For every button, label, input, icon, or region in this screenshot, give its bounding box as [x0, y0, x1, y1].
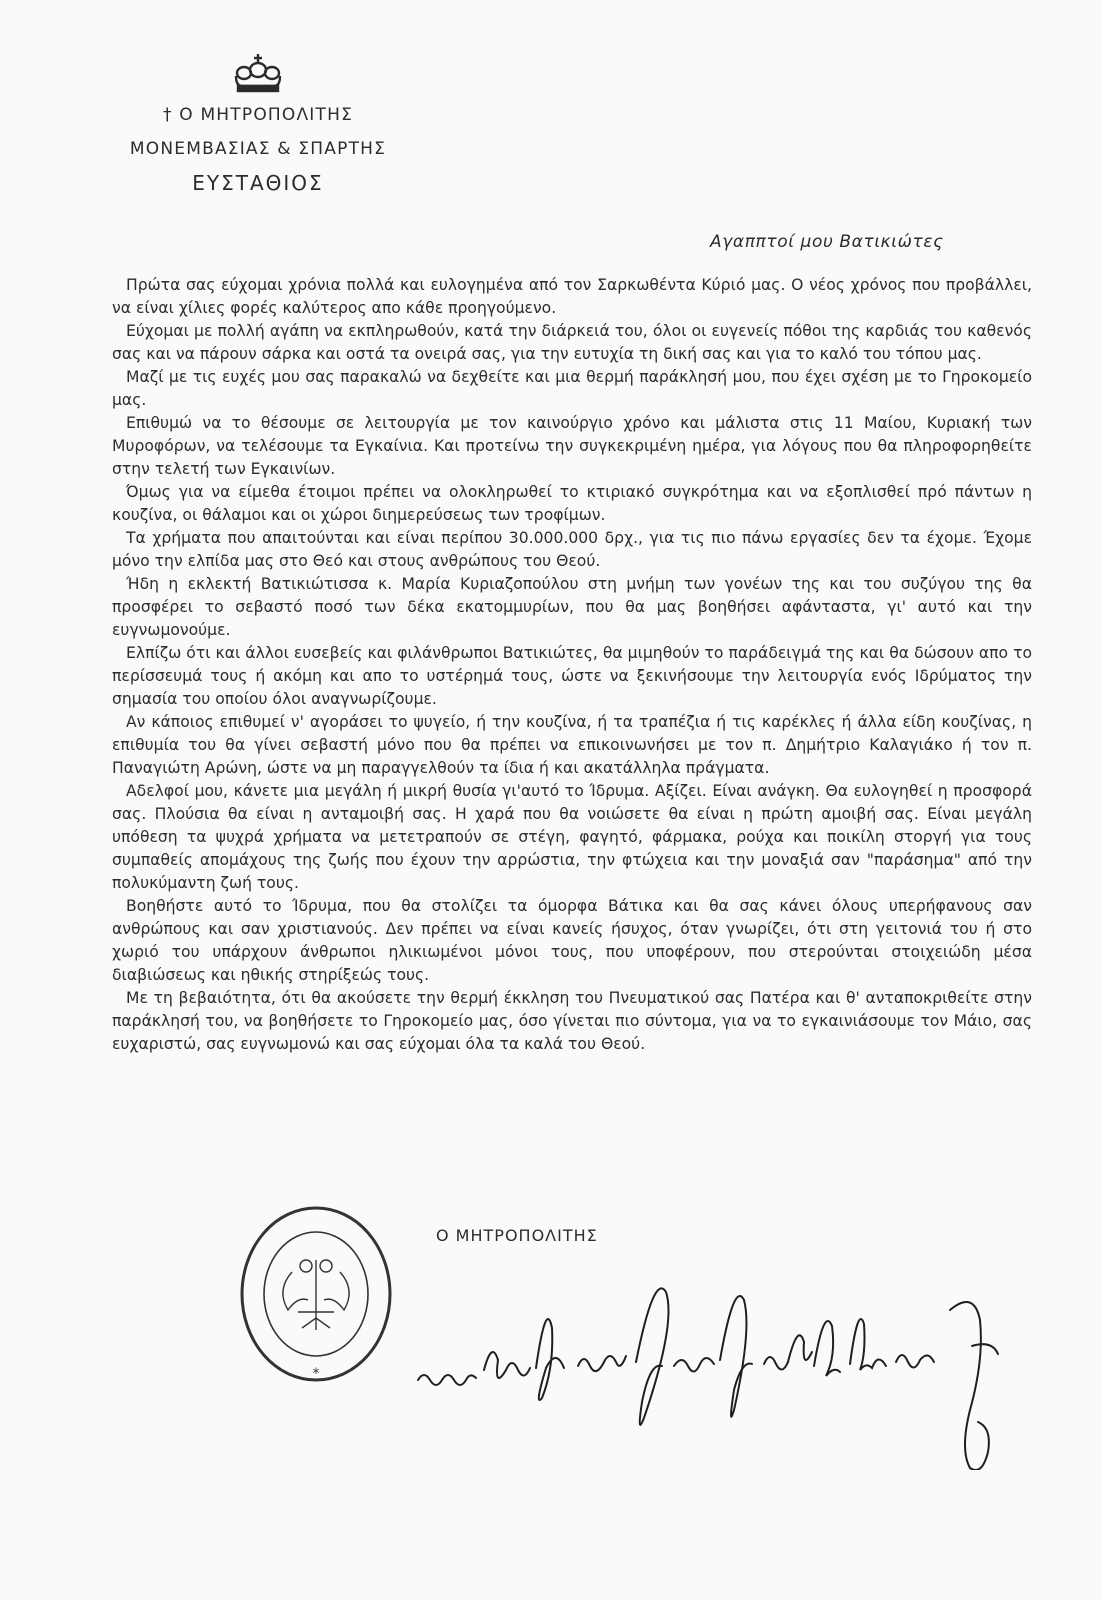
- metropolis-seal: [236, 1200, 396, 1390]
- letterhead-title: † Ο ΜΗΤΡΟΠΟΛΙΤΗΣ: [162, 105, 354, 125]
- paragraph: Όμως για να είμεθα έτοιμοι πρέπει να ολοκληρωθεί το κτιριακό συγκρότημα και να εξοπλισθεί πρό πάντων η κουζίνα, οι θάλαμοι και οι χώροι διημερεύσεως των τροφίμων.: [112, 483, 1032, 524]
- paragraph: Με τη βεβαιότητα, ότι θα ακούσετε την θερμή έκκληση του Πνευματικού σας Πατέρα και θ' ανταποκριθείτε στην παράκλησή του, να βοηθήσετε το Γηροκομείο μας, όσο γίνεται πιο σύντομα, για να το εγκαινιάσουμε τον Μάιο, σας ευχαριστώ, σας ευγνωμονώ και σας εύχομαι όλα τα καλά του Θεού.: [112, 989, 1032, 1053]
- letter-body: [112, 274, 1032, 1056]
- paragraph: Βοηθήστε αυτό το Ίδρυμα, που θα στολίζει τα όμορφα Βάτικα και θα σας κάνει όλους υπερήφανους σαν ανθρώπους και σαν χριστιανούς. Δεν πρέπει να είναι κανείς ήσυχος, όταν γνωρίζει, ότι στη γειτονιά του ή στο χωριό του υπάρχουν άνθρωποι ηλικιωμένοι μόνοι τους, που υποφέρουν, που στερούνται στοιχειώδη μέσα διαβιώσεως και ηθικής στηρίξεώς τους.: [112, 897, 1032, 984]
- letterhead-name: ΕΥΣΤΑΘΙΟΣ: [192, 171, 324, 195]
- signature-title: Ο ΜΗΤΡΟΠΟΛΙΤΗΣ: [436, 1226, 598, 1245]
- letterhead-diocese: ΜΟΝΕΜΒΑΣΙΑΣ & ΣΠΑΡΤΗΣ: [129, 139, 387, 159]
- salutation: Αγαππτοί μου Βατικιώτες: [710, 232, 944, 252]
- svg-text:*: *: [312, 1366, 320, 1382]
- paragraph: Επιθυμώ να το θέσουμε σε λειτουργία με τον καινούργιο χρόνο και μάλιστα στις 11 Μαίου, Κυριακή των Μυροφόρων, να τελέσουμε τα Εγκαίνια. Και προτείνω την συγκεκριμένη ημέρα, για λόγους που θα πληροφορηθείτε στην τελετή των Εγκαινίων.: [112, 414, 1032, 478]
- paragraph: Αν κάποιος επιθυμεί ν' αγοράσει το ψυγείο, ή την κουζίνα, ή τα τραπέζια ή τις καρέκλες ή άλλα είδη κουζίνας, η επιθυμία του θα γίνει σεβαστή μόνο που θα πρέπει να επικοινωνήσει με τον π. Δημήτριο Καλαγιάκο ή τον π. Παναγιώτη Αρώνη, ώστε να μη παραγγελθούν τα ίδια ή και ακατάλληλα πράγματα.: [112, 713, 1032, 777]
- handwritten-signature: [410, 1270, 1050, 1470]
- paragraph: Μαζί με τις ευχές μου σας παρακαλώ να δεχθείτε και μια θερμή παράκλησή μου, που έχει σχέση με το Γηροκομείο μας.: [112, 368, 1032, 409]
- paragraph: Εύχομαι με πολλή αγάπη να εκπληρωθούν, κατά την διάρκειά του, όλοι οι ευγενείς πόθοι της καρδιάς του καθενός σας και να πάρουν σάρκα και οστά τα ονειρά σας, για την ευτυχία τη δική σας και για το καλό του τόπου μας.: [112, 322, 1032, 363]
- paragraph: Τα χρήματα που απαιτούνται και είναι περίπου 30.000.000 δρχ., για τις πιο πάνω εργασίες δεν τα έχομε. Έχομε μόνο την ελπίδα μας στο Θεό και στους ανθρώπους του Θεού.: [112, 529, 1032, 570]
- paragraph: Πρώτα σας εύχομαι χρόνια πολλά και ευλογημένα από τον Σαρκωθέντα Κύριό μας. Ο νέος χρόνος που προβάλλει, να είναι χίλιες φορές καλύτερος απο κάθε προηγούμενο.: [112, 276, 1032, 317]
- crown-icon: [230, 52, 286, 94]
- paragraph: Ήδη η εκλεκτή Βατικιώτισσα κ. Μαρία Κυριαζοπούλου στη μνήμη των γονέων της και του συζύγου της θα προσφέρει το σεβαστό ποσό των δέκα εκατομμυρίων, που θα μας βοηθήσει αφάνταστα, γι' αυτό και την ευγνωμονούμε.: [112, 575, 1032, 639]
- paragraph: Αδελφοί μου, κάνετε μια μεγάλη ή μικρή θυσία γι'αυτό το Ίδρυμα. Αξίζει. Είναι ανάγκη. Θα ευλογηθεί η προσφορά σας. Πλούσια θα είναι η ανταμοιβή σας. Η χαρά που θα νοιώσετε θα είναι η πρώτη αμοιβή σας. Είναι μεγάλη υπόθεση τα ψυχρά χρήματα να μετετραπούν σε στέγη, φαγητό, φάρμακα, ρούχα και ποικίλη στοργή για τους συμπαθείς απομάχους της ζωής που έχουν την αρρώστια, την φτώχεια και την μοναξιά σαν "παράσημα" από την πολυκύμαντη ζωή τους.: [112, 782, 1032, 892]
- paragraph: Ελπίζω ότι και άλλοι ευσεβείς και φιλάνθρωποι Βατικιώτες, θα μιμηθούν το παράδειγμά της και θα δώσουν απο το περίσσευμά τους ή ακόμη και απο το υστέρημά τους, ώστε να ξεκινήσουμε την λειτουργία ενός Ιδρύματος την σημασία του οποίου όλοι αναγνωρίζουμε.: [112, 644, 1032, 708]
- letterhead: [88, 52, 428, 200]
